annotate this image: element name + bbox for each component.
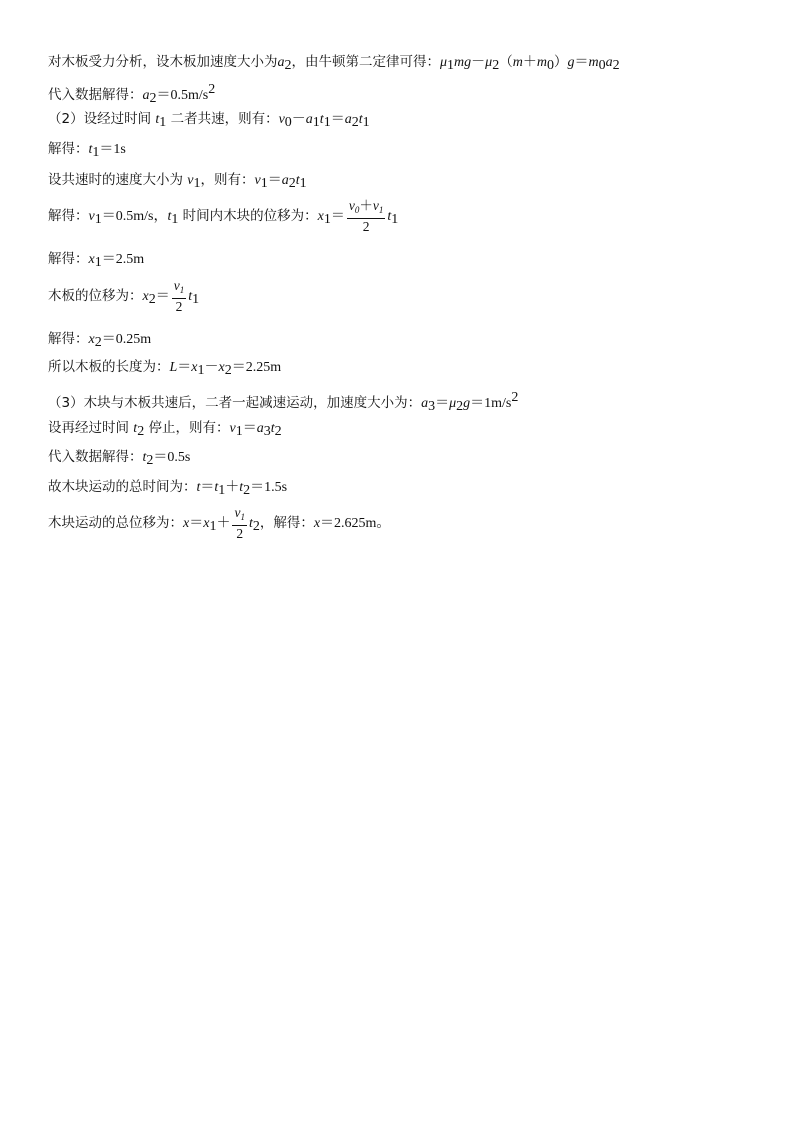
subscript: 3 (263, 424, 271, 439)
text: 时间内木块的位移为： (178, 208, 318, 224)
fraction-denominator: 2 (362, 219, 370, 234)
var: t (88, 142, 93, 157)
text: 设共速时的速度大小为 (48, 172, 188, 188)
var: m (536, 55, 547, 70)
subscript: 2 (148, 292, 156, 307)
var: t (270, 421, 275, 436)
operator: － (471, 55, 486, 70)
operator: － (204, 360, 219, 375)
text: 故木块运动的总时间为： (48, 479, 197, 495)
text: 二者共速，则有： (166, 111, 279, 127)
var: a (605, 55, 613, 70)
var: v (254, 173, 261, 188)
solution-line-8 (48, 278, 199, 318)
subscript: 1 (94, 212, 102, 227)
solution-line-6 (48, 198, 398, 238)
var: a (277, 55, 285, 70)
text: 代入数据解得： (48, 87, 143, 103)
solution-line-7 (48, 250, 144, 272)
operator: ＋ (522, 55, 537, 70)
operator: ＝ (330, 112, 345, 127)
text: ，则有： (200, 172, 255, 188)
operator: ＝ (267, 173, 282, 188)
subscript: 1 (159, 115, 167, 130)
var: v (372, 198, 379, 213)
solution-line-11 (48, 389, 518, 416)
var: t (142, 450, 147, 465)
var: x (142, 289, 149, 304)
var: t (196, 480, 201, 495)
text: 代入数据解得： (48, 449, 143, 465)
var: x (191, 360, 198, 375)
text: ，解得： (259, 515, 314, 531)
solution-line-13 (48, 448, 190, 470)
value: ＝0.5m/s， (101, 209, 168, 224)
superscript: 2 (511, 390, 519, 405)
var: t (214, 480, 219, 495)
subscript: 3 (428, 399, 436, 414)
subscript: 1 (209, 519, 217, 534)
var: x (183, 516, 190, 531)
value: ＝1s (99, 142, 126, 157)
var: t (358, 112, 363, 127)
text: 停止，则有： (144, 420, 230, 436)
operator: ＝ (200, 480, 215, 495)
value: ＝2.5m (101, 252, 145, 267)
subscript: 0 (354, 205, 360, 215)
var: g (567, 55, 575, 70)
value: ＝0.5m/s (156, 88, 209, 103)
var: t (387, 209, 392, 224)
text: 木板的位移为： (48, 288, 143, 304)
subscript: 1 (362, 115, 370, 130)
value: ＝1.5s (250, 480, 288, 495)
text: 解得： (48, 141, 89, 157)
subscript: 1 (312, 115, 320, 130)
var: v (173, 278, 180, 293)
operator: ＝ (155, 289, 170, 304)
subscript: 1 (299, 176, 307, 191)
fraction-denominator: 2 (175, 299, 183, 314)
solution-line-10 (48, 358, 281, 380)
subscript: 1 (92, 145, 100, 160)
operator: ＋ (359, 198, 373, 213)
var: t (295, 173, 300, 188)
fraction-denominator: 2 (236, 526, 244, 541)
subscript: 1 (192, 292, 200, 307)
operator: ＝ (330, 209, 345, 224)
var: t (133, 421, 138, 436)
subscript: 1 (323, 212, 331, 227)
var: v (348, 198, 355, 213)
var: a (421, 396, 429, 411)
var: t (319, 112, 324, 127)
value: ＝0.5s (153, 450, 191, 465)
solution-line-12 (48, 419, 282, 441)
solution-line-3 (48, 110, 370, 132)
var: μ (485, 55, 493, 70)
text: 木块运动的总位移为： (48, 515, 183, 531)
solution-line-5 (48, 171, 307, 193)
subscript: 1 (218, 483, 226, 498)
solution-line-15 (48, 505, 390, 545)
subscript: 1 (378, 205, 384, 215)
var: v (278, 112, 285, 127)
var: g (463, 396, 471, 411)
var: x (203, 516, 210, 531)
value: ＝2.25m (231, 360, 282, 375)
subscript: 1 (260, 176, 268, 191)
var: m (588, 55, 599, 70)
text: （2）设经过时间 (48, 111, 156, 127)
subscript: 0 (598, 58, 606, 73)
subscript: 2 (456, 399, 464, 414)
subscript: 2 (288, 176, 296, 191)
subscript: 2 (274, 424, 282, 439)
fraction-numerator (347, 198, 386, 219)
text: （3）木块与木板共速后，二者一起减速运动，加速度大小为： (48, 395, 422, 411)
solution-line-4 (48, 140, 126, 162)
text: ，由牛顿第二定律可得： (291, 54, 440, 70)
var: v (229, 421, 236, 436)
subscript: 2 (224, 363, 232, 378)
fraction-numerator (232, 505, 247, 526)
subscript: 1 (447, 58, 455, 73)
var: a (256, 421, 264, 436)
operator: － (291, 112, 306, 127)
operator: ＝ (189, 516, 204, 531)
subscript: 1 (193, 176, 201, 191)
subscript: 1 (179, 285, 185, 295)
superscript: 2 (208, 82, 216, 97)
operator: ＝ (242, 421, 257, 436)
var: v (234, 505, 241, 520)
text: 解得： (48, 208, 89, 224)
subscript: 2 (243, 483, 251, 498)
var: m (512, 55, 523, 70)
var: x (88, 252, 95, 267)
fraction (172, 278, 187, 315)
var: t (248, 516, 253, 531)
operator: ＋ (216, 516, 231, 531)
text: 设再经过时间 (48, 420, 134, 436)
var: a (142, 88, 150, 103)
value: ＝1m/s (470, 396, 512, 411)
operator: ＋ (225, 480, 240, 495)
subscript: 0 (546, 58, 554, 73)
subscript: 1 (94, 255, 102, 270)
var: a (305, 112, 313, 127)
var: μ (440, 55, 448, 70)
subscript: 1 (323, 115, 331, 130)
subscript: 1 (197, 363, 205, 378)
text: 所以木板的长度为： (48, 359, 170, 375)
operator: ＝ (574, 55, 589, 70)
paren: （ (499, 54, 513, 70)
var: μ (449, 396, 457, 411)
subscript: 2 (94, 335, 102, 350)
operator: ＝ (177, 360, 192, 375)
text: 解得： (48, 331, 89, 347)
subscript: 2 (284, 58, 292, 73)
subscript: 2 (146, 453, 154, 468)
var: x (88, 332, 95, 347)
subscript: 0 (284, 115, 292, 130)
var: t (239, 480, 244, 495)
var: v (187, 173, 194, 188)
value: ＝0.25m (101, 332, 152, 347)
fraction (232, 505, 247, 542)
solution-line-2 (48, 81, 215, 108)
text: 对木板受力分析，设木板加速度大小为 (48, 54, 278, 70)
var: t (167, 209, 172, 224)
var: x (218, 360, 225, 375)
subscript: 1 (240, 512, 245, 522)
var: t (155, 112, 160, 127)
fraction-numerator (172, 278, 187, 299)
var: a (281, 173, 289, 188)
var: a (344, 112, 352, 127)
paren: ） (553, 54, 568, 70)
solution-line-9 (48, 330, 151, 352)
var: L (169, 360, 178, 375)
fraction (347, 198, 386, 235)
var: v (88, 209, 95, 224)
subscript: 2 (351, 115, 359, 130)
subscript: 2 (137, 424, 145, 439)
subscript: 2 (492, 58, 500, 73)
var: t (188, 289, 193, 304)
solution-line-1 (48, 53, 620, 75)
var: mg (454, 55, 472, 70)
value: ＝2.625m。 (320, 516, 391, 531)
text: 解得： (48, 251, 89, 267)
var: x (313, 516, 321, 531)
subscript: 1 (391, 212, 399, 227)
subscript: 1 (171, 212, 179, 227)
subscript: 2 (612, 58, 620, 73)
subscript: 2 (149, 91, 157, 106)
subscript: 2 (252, 519, 260, 534)
var: x (317, 209, 324, 224)
subscript: 1 (235, 424, 243, 439)
solution-line-14 (48, 478, 287, 500)
operator: ＝ (435, 396, 450, 411)
